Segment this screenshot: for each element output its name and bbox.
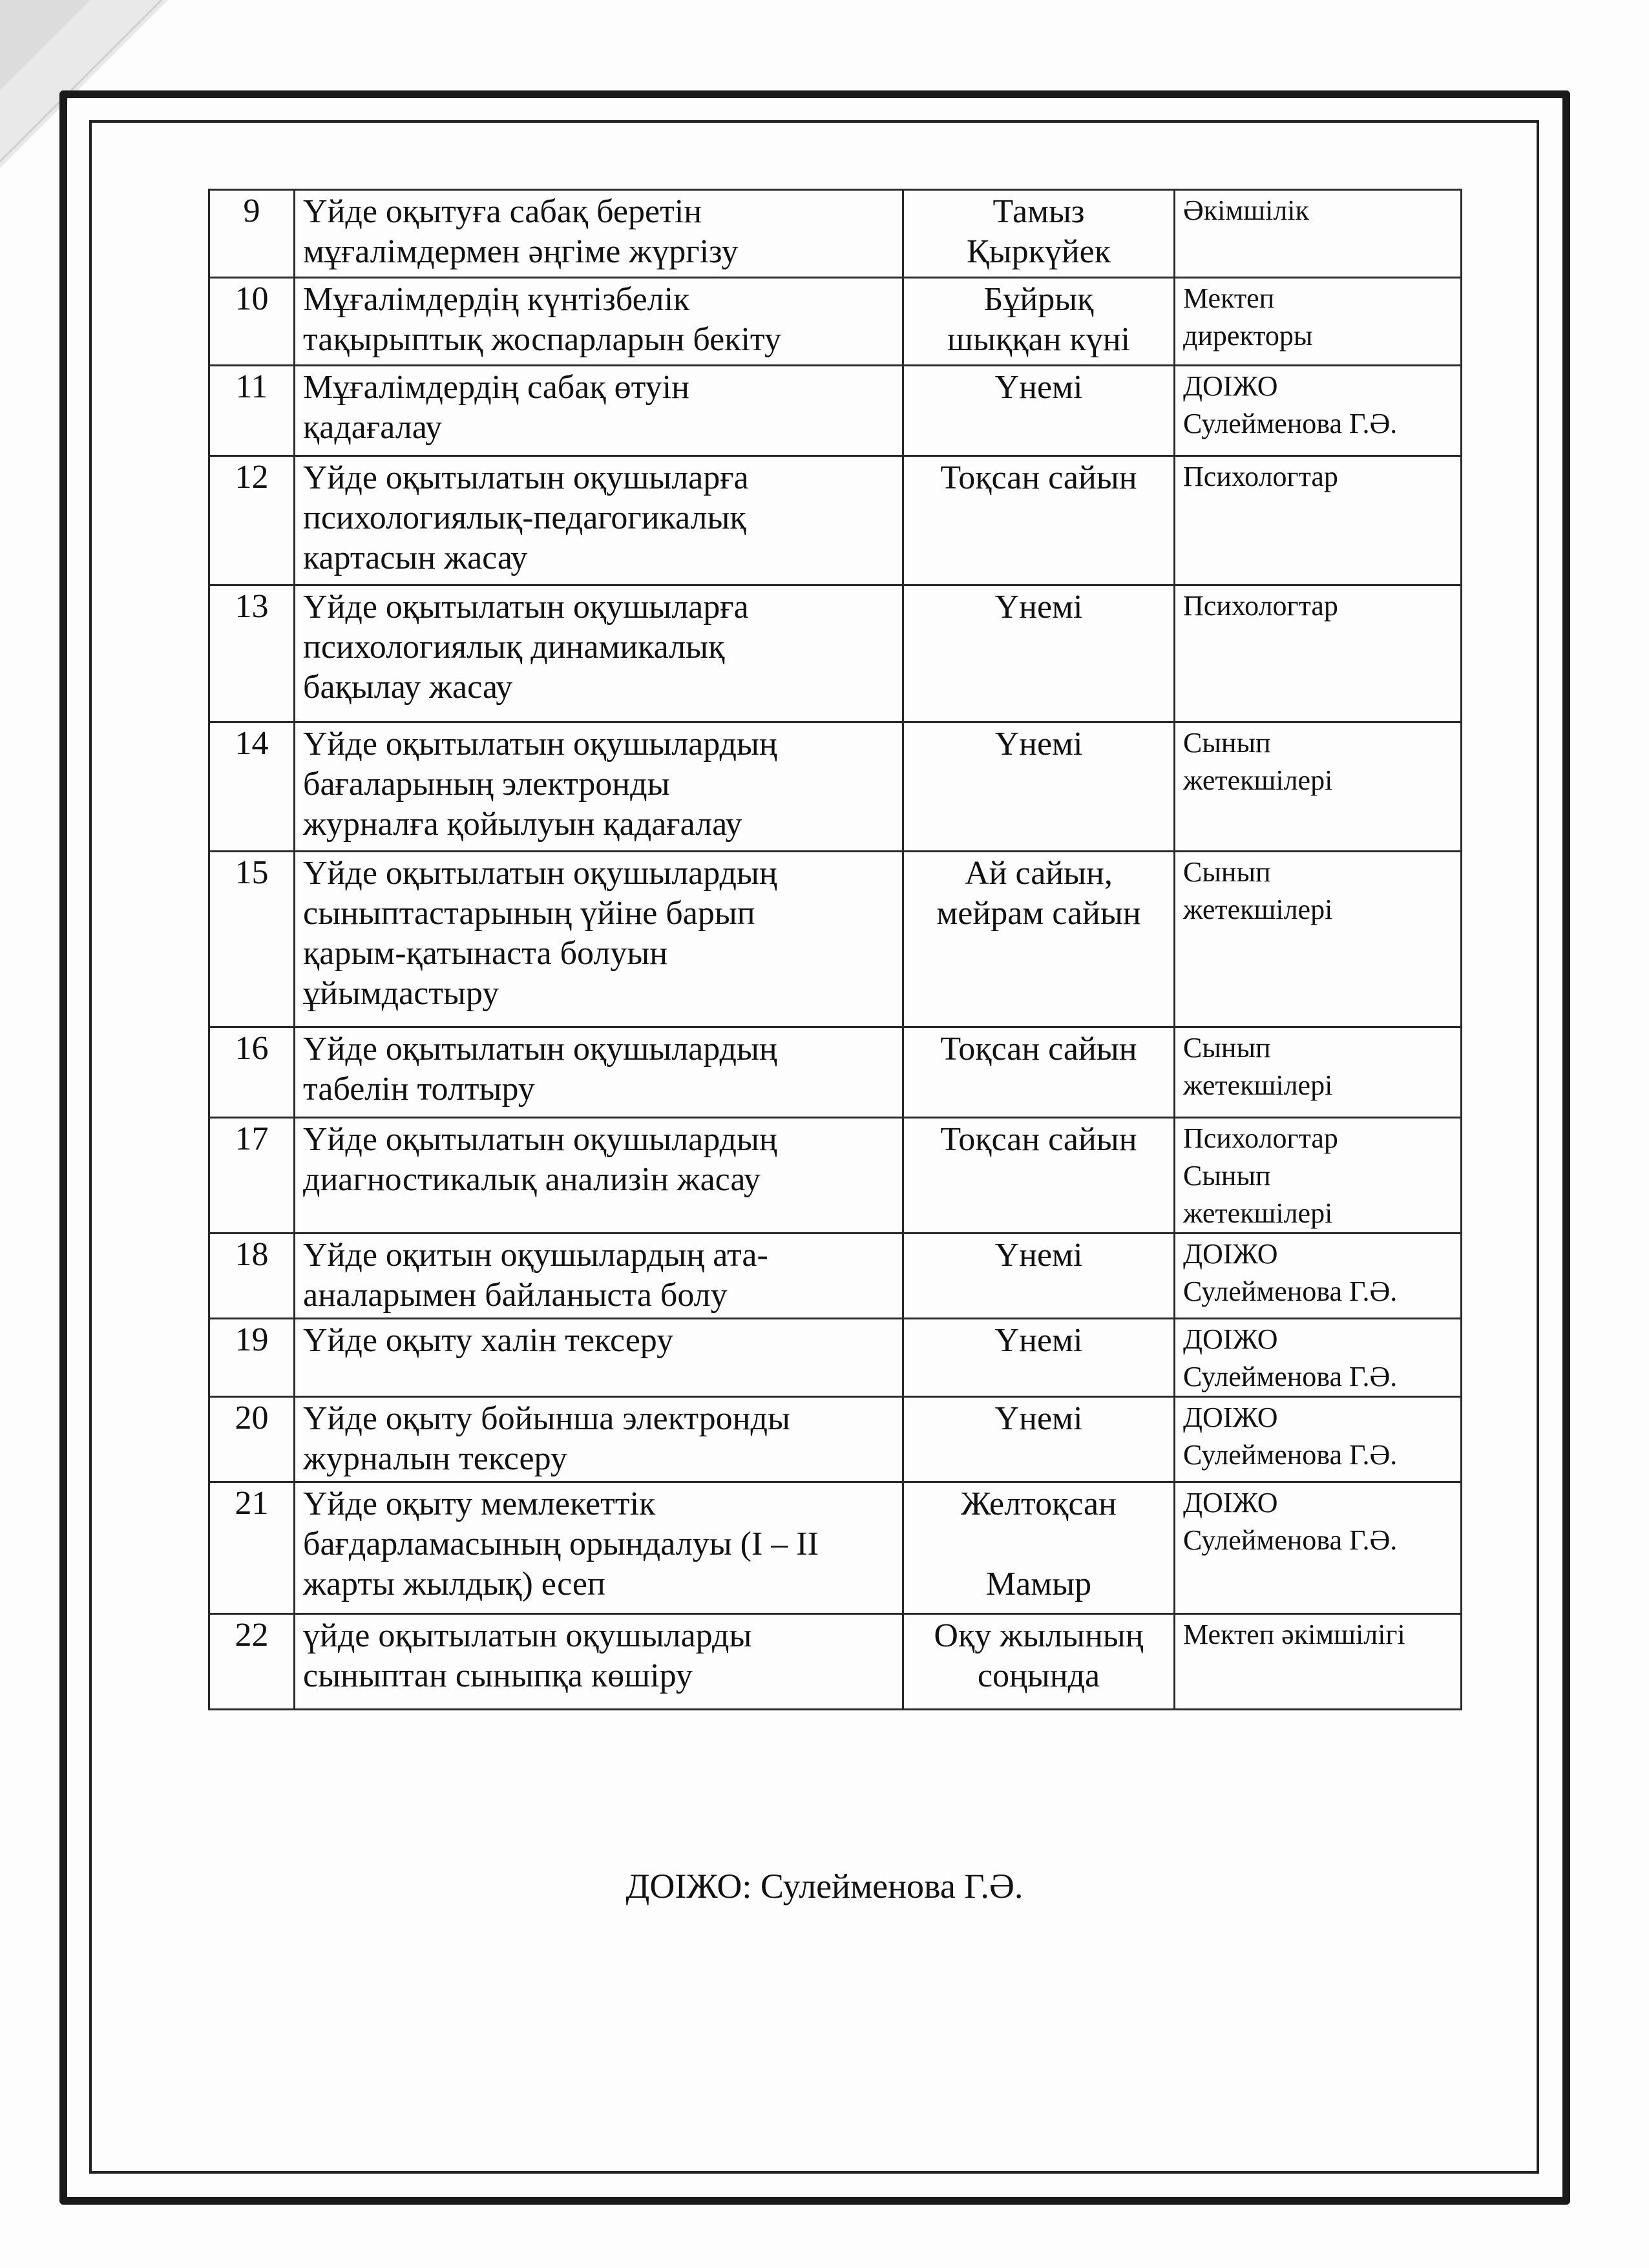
- term-cell-line: Оқу жылының: [934, 1617, 1144, 1654]
- term-cell: [903, 1397, 1175, 1482]
- responsible-cell-line: Сынып: [1183, 727, 1271, 759]
- task-cell-line: журналын тексеру: [303, 1440, 567, 1477]
- task-cell: [295, 1397, 903, 1482]
- responsible-cell-line: жетекшілері: [1183, 1069, 1333, 1101]
- responsible-cell: [1175, 1234, 1462, 1319]
- task-cell-line: психологиялық динамикалық: [303, 629, 725, 666]
- responsible-cell-line: ДОІЖО: [1183, 370, 1278, 402]
- responsible-cell-line: ДОІЖО: [1183, 1402, 1278, 1433]
- row-number-cell: 10: [209, 278, 295, 366]
- table-row: [209, 585, 1462, 722]
- task-cell: [295, 722, 903, 852]
- task-cell-line: аналарымен байланыста болу: [303, 1277, 728, 1314]
- table-row: [209, 456, 1462, 585]
- task-cell-line: сыныптастарының үйіне барып: [303, 895, 755, 932]
- responsible-cell: [1175, 585, 1462, 722]
- responsible-cell-line: Сулейменова Г.Ә.: [1183, 1276, 1398, 1307]
- task-cell-line: Үйде оқытылатын оқушыларға: [303, 589, 749, 625]
- task-cell: [295, 1234, 903, 1319]
- task-cell-line: Үйде оқытуға сабақ беретін: [303, 193, 702, 230]
- responsible-cell-line: Сынып: [1183, 1160, 1271, 1192]
- row-number-cell: 9: [209, 190, 295, 278]
- task-cell-line: Үйде оқыту халін тексеру: [303, 1322, 674, 1359]
- task-cell-line: картасын жасау: [303, 540, 528, 576]
- term-cell-line: Үнемі: [994, 1322, 1083, 1359]
- responsible-cell: [1175, 366, 1462, 456]
- table-row: [209, 366, 1462, 456]
- table-row: [209, 1234, 1462, 1319]
- term-cell-line: мейрам сайын: [936, 895, 1141, 932]
- responsible-cell-line: ДОІЖО: [1183, 1238, 1278, 1270]
- term-cell-line: шыққан күні: [947, 321, 1130, 358]
- term-cell-line: Үнемі: [994, 726, 1083, 762]
- term-cell: [903, 1482, 1175, 1614]
- task-cell-line: Үйде оқытылатын оқушыларға: [303, 459, 749, 496]
- responsible-cell: [1175, 278, 1462, 366]
- responsible-cell-line: ДОІЖО: [1183, 1323, 1278, 1355]
- term-cell-line: Үнемі: [994, 369, 1083, 406]
- responsible-cell-line: Сулейменова Г.Ә.: [1183, 408, 1398, 439]
- responsible-cell-line: ДОІЖО: [1183, 1487, 1278, 1518]
- row-number-cell: 18: [209, 1234, 295, 1319]
- task-cell-line: сыныптан сыныпқа көшіру: [303, 1657, 693, 1694]
- row-number-cell: 13: [209, 585, 295, 722]
- task-cell-line: Үйде оқытылатын оқушылардың: [303, 1121, 777, 1158]
- responsible-cell: [1175, 190, 1462, 278]
- term-cell: [903, 456, 1175, 585]
- task-cell-line: қарым-қатынаста болуын: [303, 935, 668, 972]
- responsible-cell: [1175, 852, 1462, 1027]
- task-cell-line: жарты жылдық) есеп: [303, 1566, 605, 1602]
- table-row: [209, 190, 1462, 278]
- table-row: [209, 852, 1462, 1027]
- task-cell: [295, 585, 903, 722]
- term-cell: [903, 190, 1175, 278]
- table-row: [209, 1319, 1462, 1397]
- term-cell-line: соңында: [977, 1657, 1100, 1694]
- term-cell: [903, 278, 1175, 366]
- responsible-cell-line: Сынып: [1183, 856, 1271, 888]
- task-cell: [295, 1482, 903, 1614]
- task-cell-line: бағаларының электронды: [303, 766, 670, 803]
- term-cell-line: Қыркүйек: [966, 233, 1111, 270]
- task-cell-line: Мұғалімдердің күнтізбелік: [303, 281, 690, 318]
- term-cell-line: Үнемі: [994, 1400, 1083, 1437]
- task-cell-line: тақырыптық жоспарларын бекіту: [303, 321, 781, 358]
- responsible-cell-line: Сулейменова Г.Ә.: [1183, 1524, 1398, 1556]
- table-row: [209, 722, 1462, 852]
- row-number-cell: 14: [209, 722, 295, 852]
- term-cell: [903, 852, 1175, 1027]
- responsible-cell-line: Психологтар: [1183, 461, 1338, 492]
- responsible-cell-line: Сынып: [1183, 1032, 1271, 1064]
- term-cell: [903, 722, 1175, 852]
- table-row: [209, 1118, 1462, 1234]
- task-cell-line: Үйде оқытылатын оқушылардың: [303, 726, 777, 762]
- task-cell: [295, 366, 903, 456]
- task-cell-line: Үйде оқытылатын оқушылардың: [303, 855, 777, 892]
- row-number-cell: 22: [209, 1614, 295, 1710]
- responsible-cell-line: Сулейменова Г.Ә.: [1183, 1361, 1398, 1392]
- term-cell: [903, 1319, 1175, 1397]
- signature-line: ДОІЖО: Сулейменова Г.Ә.: [625, 1867, 1024, 1906]
- row-number-cell: 20: [209, 1397, 295, 1482]
- term-cell-line: Тамыз: [993, 193, 1085, 230]
- task-cell-line: Үйде оқыту мемлекеттік: [303, 1486, 656, 1522]
- task-cell: [295, 456, 903, 585]
- table-row: [209, 1027, 1462, 1118]
- row-number-cell: 12: [209, 456, 295, 585]
- responsible-cell: [1175, 722, 1462, 852]
- responsible-cell: [1175, 1319, 1462, 1397]
- task-cell-line: бақылау жасау: [303, 669, 513, 706]
- task-cell-line: Үйде оқытылатын оқушылардың: [303, 1031, 777, 1067]
- task-cell: [295, 1319, 903, 1397]
- term-cell-line: [912, 1524, 1166, 1564]
- row-number-cell: 19: [209, 1319, 295, 1397]
- plan-table: [208, 189, 1462, 1710]
- task-cell: [295, 1614, 903, 1710]
- task-cell-line: Үйде оқитын оқушылардың ата-: [303, 1237, 768, 1274]
- row-number-cell: 11: [209, 366, 295, 456]
- task-cell-line: қадағалау: [303, 409, 443, 446]
- responsible-cell-line: Әкімшілік: [1183, 194, 1309, 226]
- task-cell-line: мұғалімдермен әңгіме жүргізу: [303, 233, 739, 270]
- task-cell: [295, 1118, 903, 1234]
- term-cell: [903, 1614, 1175, 1710]
- row-number-cell: 15: [209, 852, 295, 1027]
- row-number-cell: 16: [209, 1027, 295, 1118]
- term-cell: [903, 366, 1175, 456]
- term-cell-line: Мамыр: [985, 1566, 1092, 1602]
- table-row: [209, 1614, 1462, 1710]
- responsible-cell-line: жетекшілері: [1183, 1197, 1333, 1229]
- table-row: [209, 1482, 1462, 1614]
- plan-table-body: [209, 190, 1462, 1710]
- term-cell: [903, 585, 1175, 722]
- task-cell: [295, 278, 903, 366]
- responsible-cell: [1175, 1118, 1462, 1234]
- term-cell-line: Тоқсан сайын: [940, 1121, 1137, 1158]
- term-cell-line: Желтоқсан: [961, 1486, 1117, 1522]
- responsible-cell: [1175, 1397, 1462, 1482]
- table-row: [209, 278, 1462, 366]
- term-cell-line: Тоқсан сайын: [940, 1031, 1137, 1067]
- term-cell-line: Бұйрық: [983, 281, 1094, 318]
- task-cell-line: табелін толтыру: [303, 1071, 535, 1108]
- responsible-cell-line: Психологтар: [1183, 1122, 1338, 1154]
- responsible-cell-line: Сулейменова Г.Ә.: [1183, 1439, 1398, 1471]
- task-cell-line: ұйымдастыру: [303, 975, 499, 1012]
- task-cell-line: Мұғалімдердің сабақ өтуін: [303, 369, 689, 406]
- term-cell: [903, 1234, 1175, 1319]
- task-cell-line: Үйде оқыту бойынша электронды: [303, 1400, 790, 1437]
- table-row: [209, 1397, 1462, 1482]
- task-cell: [295, 1027, 903, 1118]
- term-cell: [903, 1118, 1175, 1234]
- responsible-cell-line: Мектеп: [1183, 282, 1275, 314]
- task-cell-line: психологиялық-педагогикалық: [303, 499, 746, 536]
- responsible-cell-line: Мектеп әкімшілігі: [1183, 1619, 1405, 1650]
- task-cell-line: бағдарламасының орындалуы (І – ІІ: [303, 1526, 819, 1562]
- row-number-cell: 21: [209, 1482, 295, 1614]
- task-cell: [295, 190, 903, 278]
- responsible-cell-line: жетекшілері: [1183, 894, 1333, 925]
- task-cell: [295, 852, 903, 1027]
- responsible-cell: [1175, 1027, 1462, 1118]
- term-cell: [903, 1027, 1175, 1118]
- responsible-cell-line: жетекшілері: [1183, 764, 1333, 796]
- row-number-cell: 17: [209, 1118, 295, 1234]
- responsible-cell-line: Психологтар: [1183, 590, 1338, 622]
- responsible-cell: [1175, 456, 1462, 585]
- term-cell-line: Үнемі: [994, 589, 1083, 625]
- responsible-cell-line: директоры: [1183, 320, 1313, 352]
- term-cell-line: Ай сайын,: [965, 855, 1113, 892]
- responsible-cell: [1175, 1614, 1462, 1710]
- term-cell-line: Тоқсан сайын: [940, 459, 1137, 496]
- task-cell-line: үйде оқытылатын оқушыларды: [303, 1617, 752, 1654]
- task-cell-line: журналға қойылуын қадағалау: [303, 806, 742, 843]
- term-cell-line: Үнемі: [994, 1237, 1083, 1274]
- task-cell-line: диагностикалық анализін жасау: [303, 1161, 761, 1198]
- responsible-cell: [1175, 1482, 1462, 1614]
